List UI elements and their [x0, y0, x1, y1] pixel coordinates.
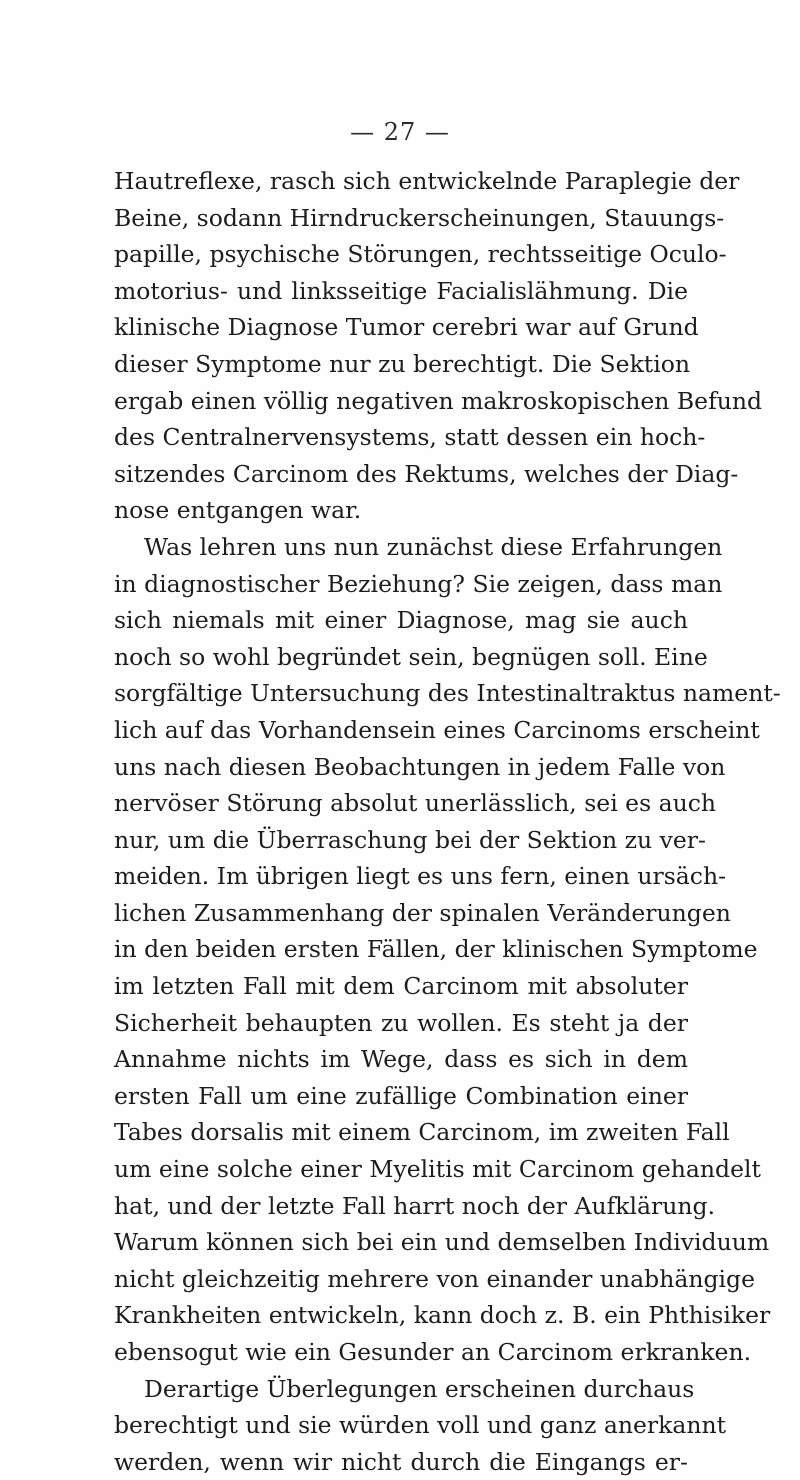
text-line: sorgfältige Untersuchung des Intestinaltraktus nament- — [114, 679, 781, 708]
text-line: hat, und der letzte Fall harrt noch der Aufklärung. — [114, 1191, 716, 1220]
text-line: um eine solche einer Myelitis mit Carcinom gehandelt — [114, 1155, 761, 1184]
text-line: ersten Fall um eine zufällige Combination einer — [114, 1081, 688, 1110]
text-line: noch so wohl begründet sein, begnügen soll. Eine — [114, 642, 708, 671]
text-line: uns nach diesen Beobachtungen in jedem Falle von — [114, 752, 726, 781]
text-line: lichen Zusammenhang der spinalen Veränderungen — [114, 898, 731, 927]
text-line: Annahme nichts im Wege, dass es sich in dem — [114, 1045, 688, 1074]
text-line: ebensogut wie ein Gesunder an Carcinom erkranken. — [114, 1338, 752, 1366]
text-line: Krankheiten entwickeln, kann doch z. B. ein Phthisiker — [114, 1301, 771, 1330]
text-line: in diagnostischer Beziehung? Sie zeigen, dass man — [114, 569, 723, 598]
text-line: Sicherheit behaupten zu wollen. Es steht ja der — [114, 1008, 688, 1037]
text-line: Derartige Überlegungen erscheinen durchaus — [144, 1374, 695, 1403]
body-text — [114, 163, 781, 1480]
text-line: nose entgangen war. — [114, 496, 362, 525]
text-line: Was lehren uns nun zunächst diese Erfahrungen — [144, 532, 723, 561]
text-line: berechtigt und sie würden voll und ganz anerkannt — [114, 1411, 727, 1440]
page-number: — 27 — — [350, 118, 450, 146]
text-line: des Centralnervensystems, statt dessen ein hoch- — [114, 423, 706, 452]
text-line: Tabes dorsalis mit einem Carcinom, im zweiten Fall — [114, 1118, 730, 1147]
text-line: nervöser Störung absolut unerlässlich, sei es auch — [114, 789, 717, 818]
text-line: motorius- und linksseitige Facialislähmung. Die — [114, 276, 688, 305]
text-line: Warum können sich bei ein und demselben Individuum — [114, 1228, 770, 1257]
text-line: papille, psychische Störungen, rechtsseitige Oculo- — [114, 240, 727, 269]
text-line: werden, wenn wir nicht durch die Eingangs er- — [114, 1447, 688, 1476]
text-line: nur, um die Überraschung bei der Sektion zu ver- — [114, 825, 706, 854]
text-line: im letzten Fall mit dem Carcinom mit absoluter — [114, 972, 688, 1001]
text-line: sitzendes Carcinom des Rektums, welches der Diag- — [114, 459, 739, 488]
text-line: Hautreflexe, rasch sich entwickelnde Paraplegie der — [114, 167, 740, 195]
text-line: lich auf das Vorhandensein eines Carcinoms erscheint — [114, 715, 760, 744]
text-line: dieser Symptome nur zu berechtigt. Die Sektion — [114, 349, 691, 378]
text-line: Beine, sodann Hirndruckerscheinungen, Stauungs- — [114, 203, 725, 232]
text-line: meiden. Im übrigen liegt es uns fern, einen ursäch- — [114, 862, 727, 891]
text-line: ergab einen völlig negativen makroskopischen Befund — [114, 386, 763, 415]
text-line: nicht gleichzeitig mehrere von einander unabhängige — [114, 1264, 755, 1293]
text-line: in den beiden ersten Fällen, der klinischen Symptome — [114, 935, 758, 964]
text-line: sich niemals mit einer Diagnose, mag sie auch — [114, 606, 688, 635]
text-line: klinische Diagnose Tumor cerebri war auf Grund — [114, 313, 699, 342]
